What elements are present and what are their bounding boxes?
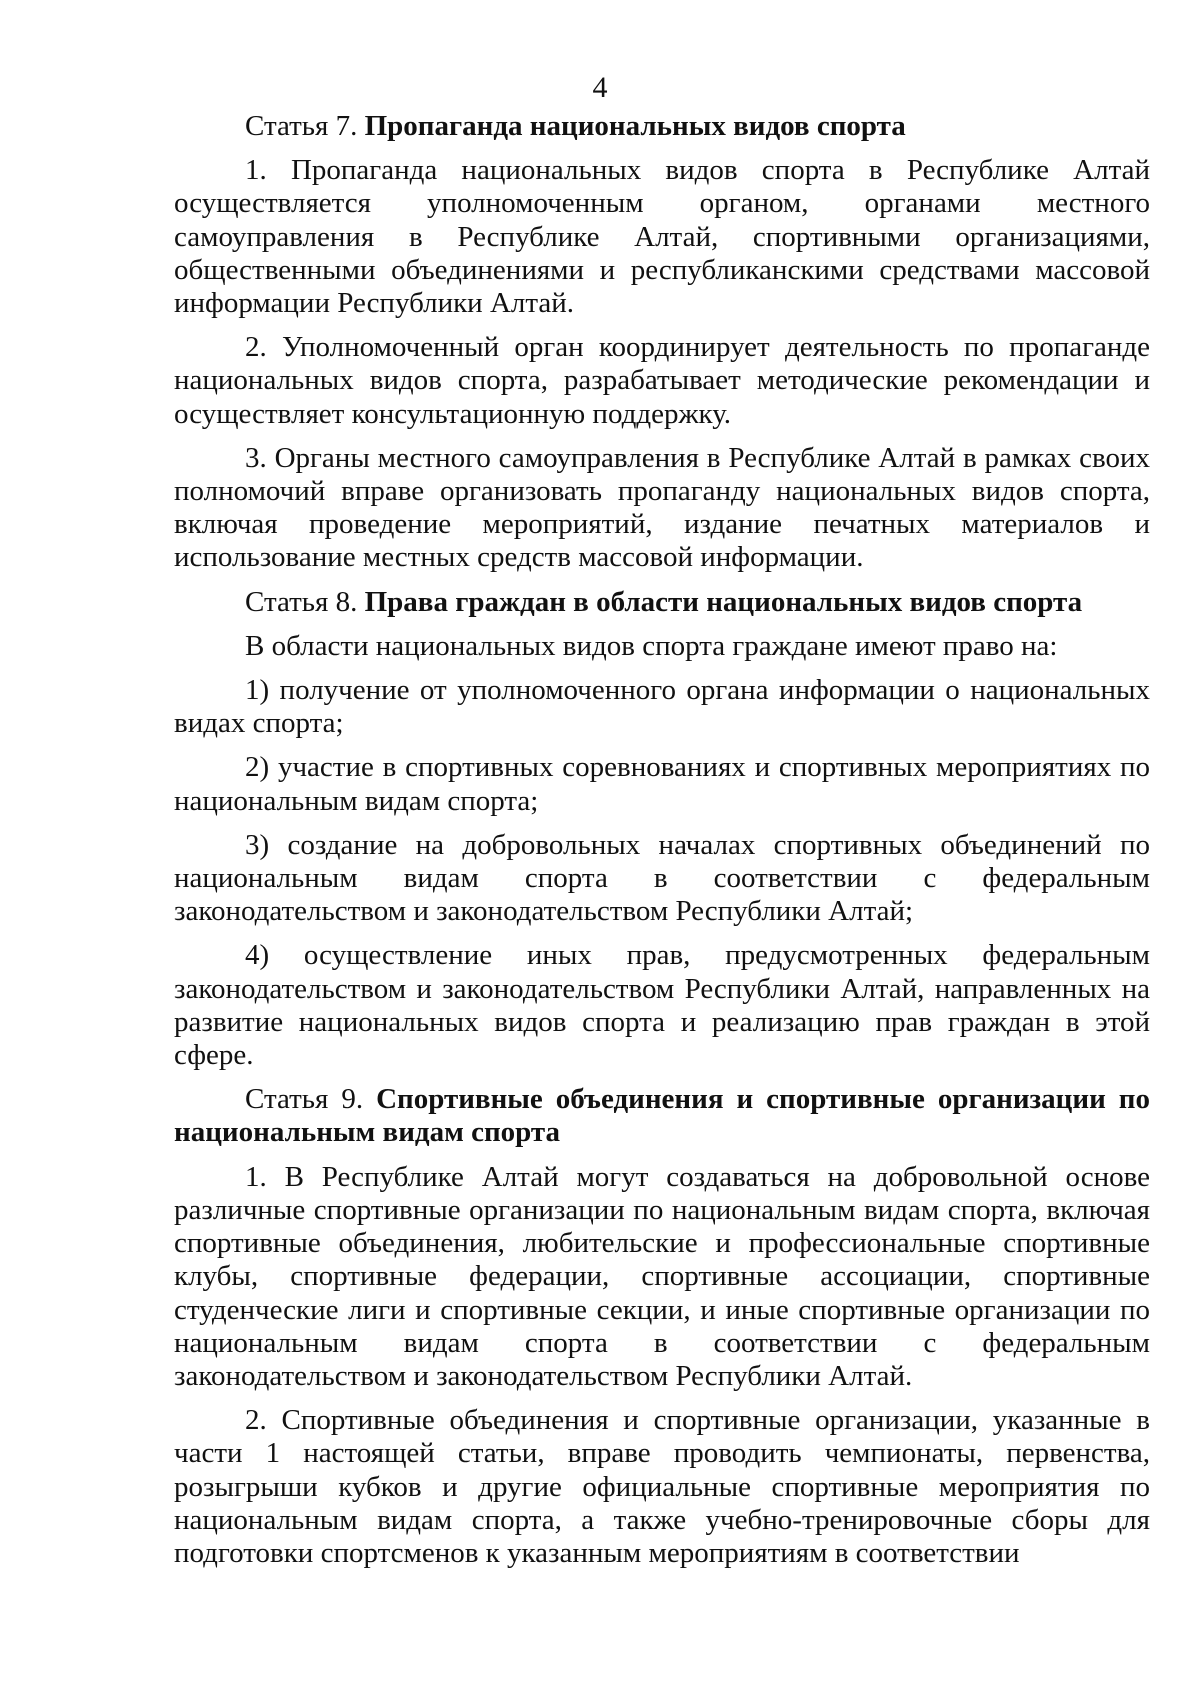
article-7-paragraph-1: 1. Пропаганда национальных видов спорта в Республике Алтай осуществляется уполномоченным органом, органами местного самоуправления в Республике Алтай, спортивными организациями, общественными объединениями и республиканскими средствами массовой информации Республики Алтай. <box>174 154 1150 320</box>
article-7-paragraph-2: 2. Уполномоченный орган координирует деятельность по пропаганде национальных видов спорта, разрабатывает методические рекомендации и осуществляет консультационную поддержку. <box>174 331 1150 430</box>
document-body <box>174 110 1150 1570</box>
article-9-heading <box>174 1083 1150 1149</box>
article-9-paragraph-2: 2. Спортивные объединения и спортивные организации, указанные в части 1 настоящей статьи, вправе проводить чемпионаты, первенства, розыгрыши кубков и другие официальные спортивные мероприятия по национальным видам спорта, а также учебно-тренировочные сборы для подготовки спортсменов к указанным мероприятиям в соответствии <box>174 1404 1150 1569</box>
article-8-item-1: 1) получение от уполномоченного органа информации о национальных видах спорта; <box>174 674 1150 740</box>
article-7-title: Пропаганда национальных видов спорта <box>364 110 906 142</box>
article-8-label: Статья 8. <box>245 585 358 618</box>
article-8-item-4: 4) осуществление иных прав, предусмотренных федеральным законодательством и законодательством Республики Алтай, направленных на развитие национальных видов спорта и реализацию прав граждан в этой сфере. <box>174 939 1150 1072</box>
article-8-title: Права граждан в области национальных видов спорта <box>364 585 1083 618</box>
article-8-item-2: 2) участие в спортивных соревнованиях и спортивных мероприятиях по национальным видам спорта; <box>174 751 1150 817</box>
article-7-label: Статья 7. <box>245 110 358 142</box>
article-8-heading <box>174 586 1150 619</box>
article-9-paragraph-1: 1. В Республике Алтай могут создаваться на добровольной основе различные спортивные организации по национальным видам спорта, включая спортивные объединения, любительские и профессиональные спортивные клубы, спортивные федерации, спортивные ассоциации, спортивные студенческие лиги и спортивные секции, и иные спортивные организации по национальным видам спорта в соответствии с федеральным законодательством и законодательством Республики Алтай. <box>174 1160 1150 1392</box>
article-8-intro: В области национальных видов спорта граждане имеют право на: <box>245 629 1058 662</box>
page-number: 4 <box>592 71 608 104</box>
article-9-label: Статья 9. <box>245 1083 364 1116</box>
article-7-paragraph-3: 3. Органы местного самоуправления в Республике Алтай в рамках своих полномочий вправе организовать пропаганду национальных видов спорта, включая проведение мероприятий, издание печатных материалов и использование местных средств массовой информации. <box>174 441 1150 574</box>
article-8-item-3: 3) создание на добровольных началах спортивных объединений по национальным видам спорта в соответствии с федеральным законодательством и законодательством Республики Алтай; <box>174 828 1150 928</box>
article-7-heading <box>174 110 1150 143</box>
article-9-title: Спортивные объединения и спортивные организации по национальным видам спорта <box>174 1083 1150 1149</box>
